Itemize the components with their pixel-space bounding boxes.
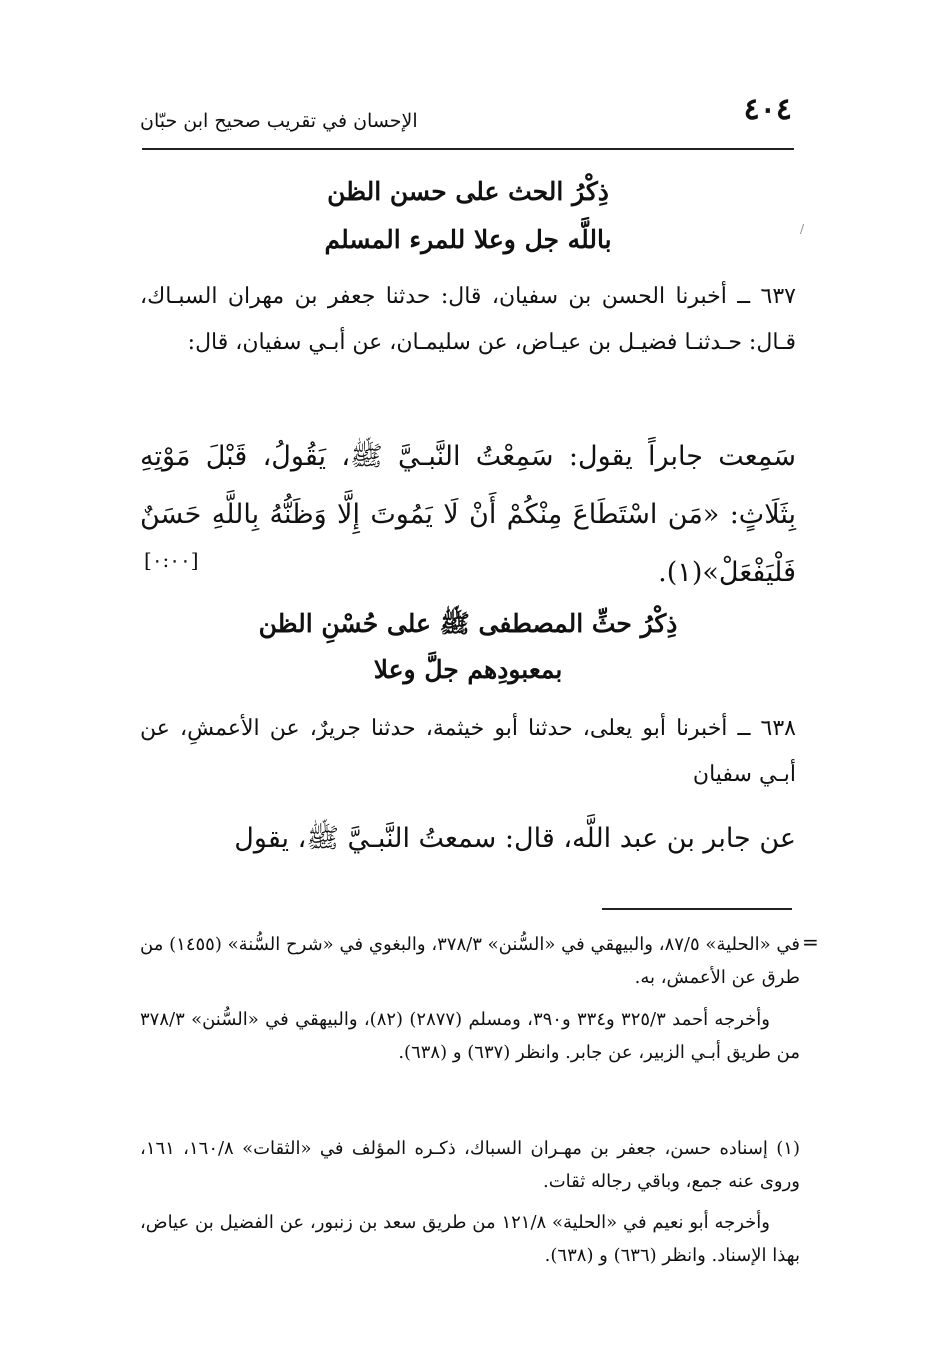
footnote-continuation-paragraph-1: في «الحلية» ٨٧/٥، والبيهقي في «السُّنن» ٣٧٨/٣، والبغوي في «شرح السُّنة» (١٤٥٥) من طرق عن الأعمش، به. xyxy=(140,934,800,988)
margin-mark: / xyxy=(800,222,805,236)
section-heading-2-line-1: ذِكْرُ حثِّ المصطفى ﷺ على حُسْنِ الظن xyxy=(258,609,678,638)
footnote-continuation-marker: = xyxy=(802,930,819,954)
hadith-637-reference: [٠:٠٠] xyxy=(144,548,199,572)
header-divider xyxy=(142,148,794,150)
page-header xyxy=(140,92,796,142)
hadith-638-matn: عن جابر بن عبد اللَّه، قال: سمعتُ النَّبـيَّ ﷺ، يقول xyxy=(234,823,796,854)
section-heading-1-line-1: ذِكْرُ الحث على حسن الظن xyxy=(327,177,609,206)
footnote-continuation-paragraph-2: وأخرجه أحمد ٣٢٥/٣ و٣٣٤ و٣٩٠، ومسلم (٢٨٧٧) (٨٢)، والبيهقي في «السُّنن» ٣٧٨/٣ من طريق أبـي الزبير، عن جابر. وانظر (٦٣٧) و (٦٣٨). xyxy=(140,1009,800,1063)
hadith-637-matn: سَمِعت جابراً يقول: سَمِعْتُ النَّبـيَّ ﷺ، يَقُولُ، قَبْلَ مَوْتِهِ بِثَلَاثٍ: «مَن اسْتَطَاعَ مِنْكُمْ أَنْ لَا يَمُوتَ إِلَّا وَظَنُّهُ بِاللَّهِ حَسَنٌ فَلْيَفْعَلْ»(١). xyxy=(140,441,796,588)
section-heading-2-line-2: بمعبودِهم جلَّ وعلا xyxy=(373,655,563,684)
hadith-638-isnad: ٦٣٨ ــ أخبرنا أبو يعلى، حدثنا أبو خيثمة، حدثنا جريرٌ، عن الأعمشِ، عن أبـي سفيان xyxy=(140,716,796,787)
footnote-1-paragraph-1: (١) إسناده حسن، جعفر بن مهـران السباك، ذكـره المؤلف في «الثقات» ١٦٠/٨، ١٦١، وروى عنه جمع، وباقي رجاله ثقات. xyxy=(140,1138,800,1192)
footnote-divider xyxy=(602,908,792,910)
running-title: الإحسان في تقريب صحيح ابن حبّان xyxy=(140,110,418,132)
hadith-637-isnad: ٦٣٧ ــ أخبرنا الحسن بن سفيان، قال: حدثنا جعفر بن مهران السبـاك، قـال: حـدثنـا فضيـل بن عيـاض، عن سليمـان، عن أبـي سفيان، قال: xyxy=(140,284,796,355)
footnote-1-paragraph-2: وأخرجه أبو نعيم في «الحلية» ١٢١/٨ من طريق سعد بن زنبور، عن الفضيل بن عياض، بهذا الإسناد. وانظر (٦٣٦) و (٦٣٨). xyxy=(140,1212,800,1266)
page-number: ٤٠٤ xyxy=(743,92,792,127)
section-heading-1-line-2: باللَّه جل وعلا للمرء المسلم xyxy=(324,225,612,254)
